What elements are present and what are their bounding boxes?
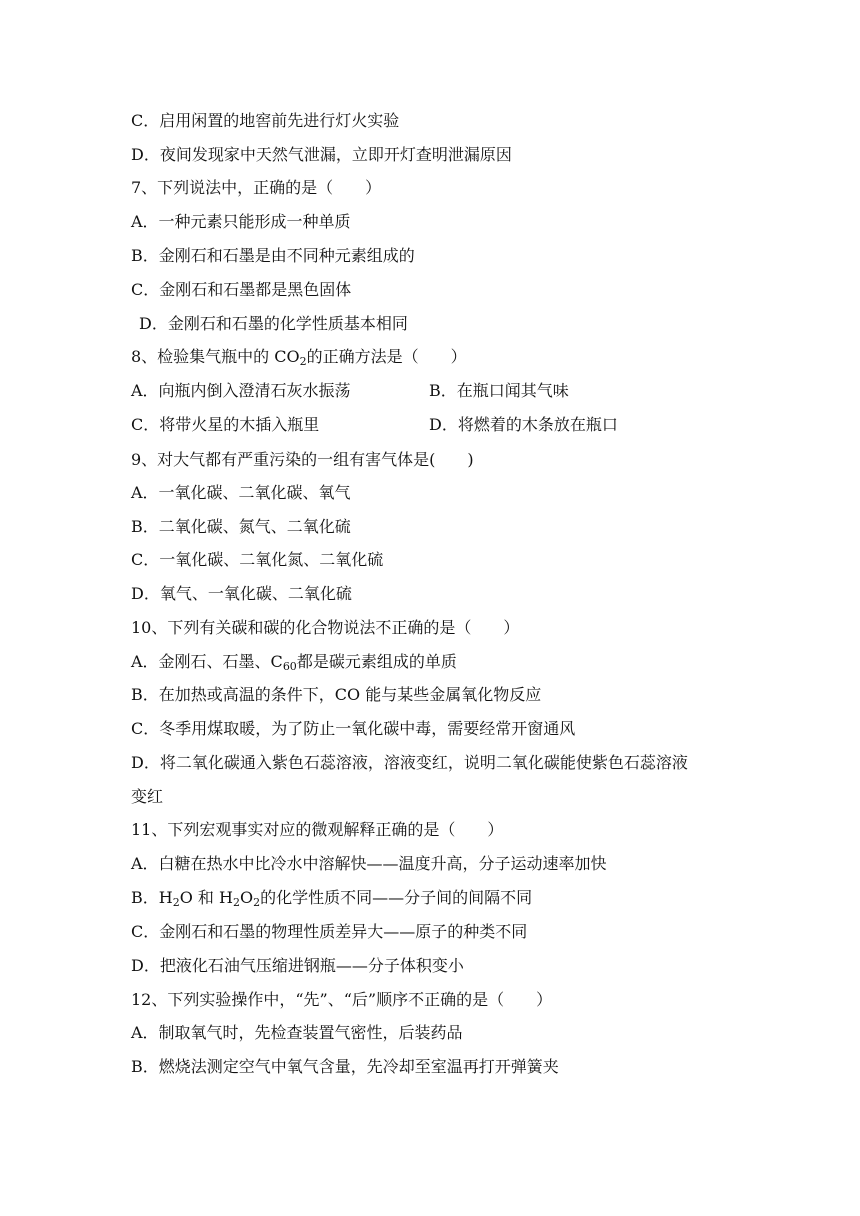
- option-b-q11-part-3: O: [239, 888, 254, 907]
- option-a-q12: A．制取氧气时，先检查装置气密性，后装药品: [131, 1023, 463, 1042]
- option-c-q6: C．启用闲置的地窖前先进行灯火实验: [131, 111, 400, 130]
- option-a-q10-text-end: 都是碳元素组成的单质: [296, 652, 457, 671]
- option-d-q11: D．把液化石油气压缩进钢瓶——分子体积变小: [131, 956, 464, 975]
- option-a-q10-text-start: A．金刚石、石墨、C: [131, 652, 283, 671]
- option-d-q10-continued: 变红: [131, 787, 164, 806]
- option-d-q8: D．将燃着的木条放在瓶口: [429, 415, 618, 434]
- question-8-text-start: 8、检验集气瓶中的 CO: [131, 347, 300, 366]
- question-7: 7、下列说法中，正确的是（ ）: [131, 178, 382, 197]
- option-b-q11-subscript-3: 2: [253, 896, 261, 909]
- option-b-q12: B．燃烧法测定空气中氧气含量，先冷却至室温再打开弹簧夹: [131, 1057, 559, 1076]
- option-a-q10: [131, 651, 457, 673]
- option-d-q6: D．夜间发现家中天然气泄漏，立即开灯查明泄漏原因: [131, 145, 512, 164]
- option-c-q9: C．一氧化碳、二氧化氮、二氧化硫: [131, 550, 384, 569]
- question-11: 11、下列宏观事实对应的微观解释正确的是（ ）: [131, 820, 504, 839]
- option-c-q7: C．金刚石和石墨都是黑色固体: [131, 280, 352, 299]
- question-12: 12、下列实验操作中，“先”、“后”顺序不正确的是（ ）: [131, 990, 553, 1009]
- option-b-q11-part-4: 的化学性质不同——分子间的间隔不同: [260, 888, 533, 907]
- option-b-q10: B．在加热或高温的条件下，CO 能与某些金属氧化物反应: [131, 685, 542, 704]
- option-a-q11: A．白糖在热水中比冷水中溶解快——温度升高，分子运动速率加快: [131, 854, 607, 873]
- question-9: 9、对大气都有严重污染的一组有害气体是( ): [131, 450, 474, 469]
- question-8: [131, 346, 467, 368]
- option-a-q8: A．向瓶内倒入澄清石灰水振荡: [131, 381, 351, 400]
- option-b-q9: B．二氧化碳、氮气、二氧化硫: [131, 517, 351, 536]
- option-a-q10-subscript: 60: [282, 660, 297, 673]
- option-b-q8: B．在瓶口闻其气味: [429, 381, 569, 400]
- option-b-q11: [131, 887, 532, 909]
- option-c-q11: C．金刚石和石墨的物理性质差异大——原子的种类不同: [131, 922, 528, 941]
- option-a-q9: A．一氧化碳、二氧化碳、氧气: [131, 483, 351, 502]
- option-b-q11-subscript-1: 2: [172, 896, 180, 909]
- option-b-q7: B．金刚石和石墨是由不同种元素组成的: [131, 246, 415, 265]
- option-d-q7: D．金刚石和石墨的化学性质基本相同: [139, 314, 408, 333]
- question-8-text-end: 的正确方法是（ ）: [306, 347, 467, 366]
- option-d-q9: D．氧气、一氧化碳、二氧化硫: [131, 584, 352, 603]
- option-b-q11-part-2: O 和 H: [179, 888, 233, 907]
- question-8-subscript: 2: [299, 355, 307, 368]
- option-c-q10: C．冬季用煤取暖，为了防止一氧化碳中毒，需要经常开窗通风: [131, 719, 576, 738]
- option-d-q10: D．将二氧化碳通入紫色石蕊溶液，溶液变红，说明二氧化碳能使紫色石蕊溶液: [131, 753, 688, 772]
- option-b-q11-part-1: B．H: [131, 888, 173, 907]
- option-b-q11-subscript-2: 2: [232, 896, 240, 909]
- option-c-q8: C．将带火星的木插入瓶里: [131, 415, 320, 434]
- question-10: 10、下列有关碳和碳的化合物说法不正确的是（ ）: [131, 618, 520, 637]
- option-a-q7: A．一种元素只能形成一种单质: [131, 212, 351, 231]
